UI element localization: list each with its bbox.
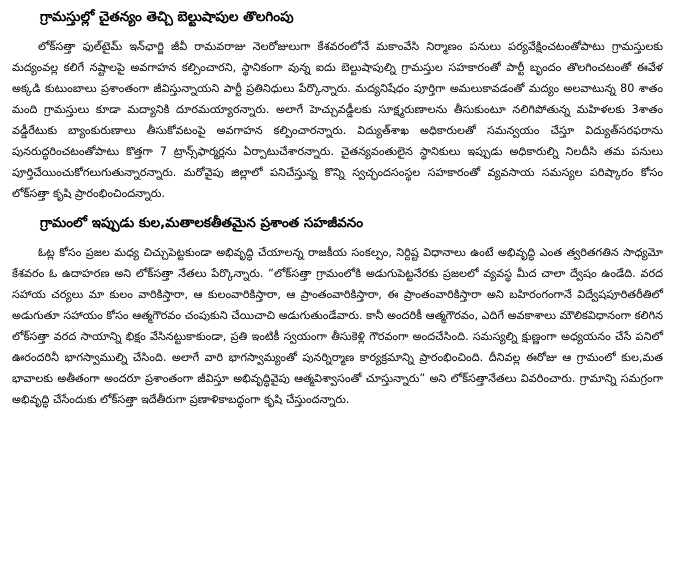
section-heading-harmony: గ్రామంలో ఇప్పుడు కుల,మతాలకతీతమైన ప్రశాంత సహజీవనం	[40, 215, 364, 231]
paragraph-political-will: ఓట్ల కోసం ప్రజల మధ్య చిచ్చుపెట్టకుండా అభివృద్ధి చేయాలన్న రాజకీయ సంకల్పం, నిర్దిష్ట విధానాలు ఉంటే అభివృద్ధి ఎంత త్వరితగతిన సాధ్యమో కేశవరం ఓ ఉదాహరణ అని లోక్‌సత్తా నేతలు పేర్కొన్నారు. “లోక్‌సత్తా గ్రామంలోకి అడుగుపెట్టనేరకు ప్రజలలో వ్యవస్థ మీద చాలా ద్వేషం ఉండేది. వరద సహాయ చర్యలు మా కులం వారికిస్తారా, ఆ కులంవారికిస్తారా, ఆ ప్రాంతంవారికిస్తారా, ఈ ప్రాంతంవారికిస్తారా అని బహిరంగంగానే విద్వేషపూరితరీతిలో అడుగుతూ సహాయం కోసం ఆత్మగౌరవం చంపుకుని చేయిచాచి అడుగుతుండేవారు. కానీ అందరికీ ఆత్మగౌరవం, ఎదిగే అవకాశాలు మౌలికవిధానంగా కలిగిన లోక్‌సత్తా వరద సాయాన్ని భిక్షం వేసినట్టుకాకుండా, ప్రతి ఇంటికీ స్వయంగా తీసుకెళ్లి గౌరవంగా అందచేసింది. సమస్యల్ని క్షుణ్ణంగా అధ్యయనం చేసే పనిలో ఊరందరినీ భాగస్వాముల్ని చేసింది. అలాగే వారి భాగస్వామ్యంతో పునర్నిర్మాణ కార్యక్రమాన్ని ప్రారంభించింది. దీనివల్ల ఈరోజు ఆ గ్రామంలో కుల,మత భావాలకు అతీతంగా అందరూ ప్రశాంతంగా జీవిస్తూ అభివృద్ధివైపు ఆత్మవిశ్వాసంతో చూస్తున్నారు” అని లోక్‌సత్తానేతలు వివరించారు. గ్రామాన్ని సమగ్రంగా అభివృద్ధి చేసేందుకు లోక్‌సత్తా ఇదేతీరుగా ప్రణాళికాబద్ధంగా కృషి చేస్తుందన్నారు.	[12, 246, 663, 406]
section-heading-belt-shops: గ్రామస్తుల్లో చైతన్యం తెచ్చి బెల్టుషాపుల తొలగింపు	[40, 9, 294, 25]
paragraph-kesavaram-work: లోక్‌సత్తా ఫుల్‌టైమ్ ఇన్‌ఛార్జి జీవీ రామవరాజు నెలరోజులుగా కేశవరంలోనే మకాంవేసి నిర్మాణం పనులు పర్యవేక్షించటంతోపాటు గ్రామస్తులకు మద్యంవల్ల కలిగే నష్టాలపై అవగాహన కల్పించారని, స్థానికంగా వున్న ఐదు బెల్టుషాపుల్ని గ్రామస్తుల సహకారంతో పార్టీ బృందం తొలగించటంతో ఈవేళ అక్కడి కుటుంబాలు ప్రశాంతంగా జీవిస్తున్నాయని పార్టీ ప్రతినిధులు పేర్కొన్నారు. మద్యనిషేధం పూర్తిగా అమలుకావడంతో మద్యం అలవాటున్న 80 శాతం మంది గ్రామస్తులు కూడా మద్యానికి దూరమయ్యారన్నారు. అలాగే హెచ్చువడ్డీలకు సూక్ష్మరుణాలను తీసుకుంటూ నలిగిపోతున్న మహిళలకు 3శాతం వడ్డీరేటుకు బ్యాంకురుణాలు తీసుకోవటంపై అవగాహన కల్పించారన్నారు. విద్యుత్‌శాఖ అధికారులతో సమన్వయం చేస్తూ విద్యుత్‌సరఫరాను పునరుద్ధరించటంతోపాటు కొత్తగా 7 ట్రాన్స్‌ఫార్మర్లను ఏర్పాటుచేశారన్నారు. చైతన్యవంతులైన స్థానికులు ఇప్పుడు అధికారుల్ని నిలదీసి తమ పనులు పూర్తిచేయించుకోగలుగుతున్నారన్నారు. మరోవైపు జిల్లాలో పనిచేస్తున్న కొన్ని స్వచ్ఛందసంస్థల సహకారంతో వ్యవసాయ సమస్యల పరిష్కారం కోసం లోక్‌సత్తా కృషి ప్రారంభించిందన్నారు.	[12, 40, 663, 200]
